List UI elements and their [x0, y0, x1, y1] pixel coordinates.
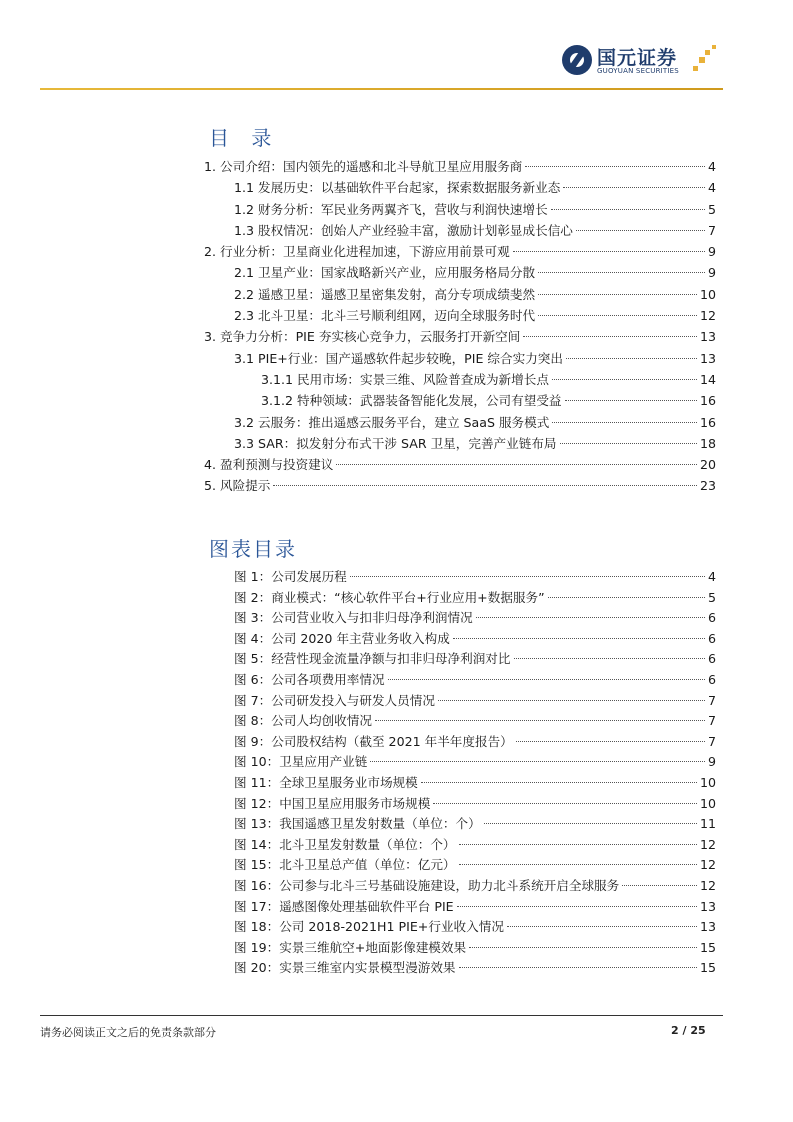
- figure-entry-label: 图 2：商业模式：“核心软件平台+行业应用+数据服务”: [234, 589, 545, 605]
- figure-entry-label: 图 15：北斗卫星总产值（单位：亿元）: [234, 857, 456, 873]
- figure-entry-page: 5: [707, 589, 716, 605]
- toc-entry-label: 1.2 财务分析：军民业务两翼齐飞，营收与利润快速增长: [234, 201, 548, 217]
- toc-entry[interactable]: [204, 326, 716, 347]
- figure-entry-label: 图 19：实景三维航空+地面影像建模效果: [234, 939, 467, 955]
- figure-entry[interactable]: [234, 773, 716, 794]
- figure-entry[interactable]: [234, 588, 716, 609]
- figure-list-title: 图表目录: [209, 537, 297, 561]
- toc-entry-page: 9: [707, 244, 716, 260]
- toc-entry[interactable]: [204, 433, 716, 454]
- figure-entry-label: 图 11：全球卫星服务业市场规模: [234, 774, 418, 790]
- dot-leader: [525, 166, 705, 167]
- dot-leader: [523, 336, 697, 337]
- toc-entry-page: 10: [699, 286, 716, 302]
- dot-leader: [538, 294, 697, 295]
- dot-leader: [457, 906, 697, 907]
- figure-entry-label: 图 8：公司人均创收情况: [234, 713, 372, 729]
- figure-entry[interactable]: [234, 876, 716, 897]
- dot-leader: [565, 400, 697, 401]
- dot-leader: [538, 315, 697, 316]
- figure-entry-label: 图 10：卫星应用产业链: [234, 754, 368, 770]
- logo-mark-icon: [562, 45, 592, 75]
- dot-leader: [560, 443, 697, 444]
- toc-entry-label: 1.1 发展历史：以基础软件平台起家，探索数据服务新业态: [234, 180, 561, 196]
- figure-entry-page: 13: [699, 919, 716, 935]
- toc-title: 目 录: [209, 126, 280, 150]
- figure-entry-page: 9: [707, 754, 716, 770]
- dot-leader: [576, 230, 705, 231]
- figure-entry[interactable]: [234, 855, 716, 876]
- toc-entry[interactable]: [204, 454, 716, 475]
- dot-leader: [538, 272, 705, 273]
- figure-entry-page: 6: [707, 610, 716, 626]
- figure-entry-page: 10: [699, 774, 716, 790]
- toc-entry-page: 7: [707, 222, 716, 238]
- dot-leader: [273, 485, 697, 486]
- figure-entry[interactable]: [234, 794, 716, 815]
- toc-entry-label: 3.3 SAR：拟发射分布式干涉 SAR 卫星，完善产业链布局: [234, 435, 557, 451]
- figure-entry-page: 12: [699, 836, 716, 852]
- figure-entry[interactable]: [234, 835, 716, 856]
- figure-entry[interactable]: [234, 608, 716, 629]
- figure-entry-page: 7: [707, 692, 716, 708]
- figure-entry-page: 13: [699, 898, 716, 914]
- dot-leader: [484, 823, 697, 824]
- figure-entry-page: 12: [699, 877, 716, 893]
- toc-entry-page: 18: [699, 435, 716, 451]
- figure-entry-label: 图 1：公司发展历程: [234, 569, 347, 584]
- figure-entry-page: 6: [707, 671, 716, 687]
- figure-entry[interactable]: [234, 567, 716, 588]
- footer-divider: [40, 1015, 723, 1016]
- toc-entry[interactable]: [204, 262, 716, 283]
- toc-entry-label: 2.1 卫星产业：国家战略新兴产业，应用服务格局分散: [234, 265, 536, 281]
- dot-leader: [476, 617, 705, 618]
- logo-square-icon: [693, 66, 698, 71]
- toc-entry-page: 4: [707, 180, 716, 196]
- dot-leader: [433, 803, 697, 804]
- toc-entry-page: 12: [699, 308, 716, 324]
- dot-leader: [507, 926, 697, 927]
- toc-entry-label: 3.1 PIE+行业：国产遥感软件起步较晚，PIE 综合实力突出: [234, 350, 563, 366]
- dot-leader: [469, 947, 697, 948]
- dot-leader: [388, 679, 705, 680]
- toc-entry-label: 3. 竞争力分析：PIE 夯实核心竞争力，云服务打开新空间: [204, 329, 521, 345]
- figure-entry-label: 图 20：实景三维室内实景模型漫游效果: [234, 960, 456, 976]
- toc-entry-page: 5: [707, 201, 716, 217]
- figure-entry[interactable]: [234, 938, 716, 959]
- figure-entry-label: 图 16：公司参与北斗三号基础设施建设，助力北斗系统开启全球服务: [234, 877, 620, 893]
- figure-entry[interactable]: [234, 629, 716, 650]
- figure-entry[interactable]: [234, 752, 716, 773]
- footer-disclaimer: 请务必阅读正文之后的免责条款部分: [40, 1026, 216, 1039]
- figure-entry[interactable]: [234, 958, 716, 979]
- figure-entry-label: 图 6：公司各项费用率情况: [234, 671, 385, 687]
- figure-entry-page: 15: [699, 960, 716, 976]
- figure-entry-label: 图 5：经营性现金流量净额与扣非归母净利润对比: [234, 651, 511, 667]
- toc-entry-page: 23: [699, 478, 716, 494]
- dot-leader: [375, 720, 705, 721]
- toc-entry[interactable]: [204, 390, 716, 411]
- figure-entry-page: 6: [707, 651, 716, 667]
- toc-entry[interactable]: [204, 284, 716, 305]
- dot-leader: [438, 700, 705, 701]
- toc-entry-page: 4: [707, 159, 716, 174]
- dot-leader: [421, 782, 697, 783]
- toc-entry-label: 3.2 云服务：推出遥感云服务平台，建立 SaaS 服务模式: [234, 414, 550, 430]
- figure-entry-page: 7: [707, 733, 716, 749]
- dot-leader: [513, 251, 705, 252]
- dot-leader: [459, 967, 697, 968]
- figure-entry-label: 图 7：公司研发投入与研发人员情况: [234, 692, 435, 708]
- figure-entry[interactable]: [234, 691, 716, 712]
- figure-entry-label: 图 3：公司营业收入与扣非归母净利润情况: [234, 610, 473, 626]
- toc-entry-page: 9: [707, 265, 716, 281]
- toc-entry-label: 5. 风险提示: [204, 478, 271, 494]
- dot-leader: [552, 422, 697, 423]
- toc-entry[interactable]: [204, 177, 716, 198]
- figure-entry-page: 11: [699, 816, 716, 832]
- figure-entry-label: 图 9：公司股权结构（截至 2021 年半年度报告）: [234, 733, 513, 749]
- dot-leader: [459, 864, 697, 865]
- toc-entry[interactable]: [204, 369, 716, 390]
- toc-entry-label: 3.1.1 民用市场：实景三维、风险普查成为新增长点: [261, 371, 549, 387]
- figure-entry-page: 12: [699, 857, 716, 873]
- toc-entry-page: 16: [699, 393, 716, 409]
- toc-entry-page: 20: [699, 457, 716, 473]
- toc-entry[interactable]: [204, 412, 716, 433]
- toc-entry[interactable]: [204, 475, 716, 496]
- dot-leader: [453, 638, 705, 639]
- figure-entry-page: 10: [699, 795, 716, 811]
- figure-entry-label: 图 18：公司 2018-2021H1 PIE+行业收入情况: [234, 919, 504, 935]
- toc-entry[interactable]: [204, 220, 716, 241]
- toc-list: [204, 156, 716, 497]
- logo-square-icon: [712, 45, 716, 49]
- toc-entry[interactable]: [204, 199, 716, 220]
- figure-entry[interactable]: [234, 670, 716, 691]
- dot-leader: [514, 658, 705, 659]
- toc-entry[interactable]: [204, 241, 716, 262]
- figure-entry[interactable]: [234, 917, 716, 938]
- figure-entry-page: 7: [707, 713, 716, 729]
- dot-leader: [622, 885, 697, 886]
- toc-entry-label: 1. 公司介绍：国内领先的遥感和北斗导航卫星应用服务商: [204, 159, 523, 174]
- toc-entry-label: 1.3 股权情况：创始人产业经验丰富，激励计划彰显成长信心: [234, 222, 573, 238]
- dot-leader: [336, 464, 697, 465]
- toc-entry-label: 2.3 北斗卫星：北斗三号顺利组网，迈向全球服务时代: [234, 308, 536, 324]
- company-logo: [562, 44, 722, 78]
- figure-entry[interactable]: [234, 649, 716, 670]
- logo-en-text: GUOYUAN SECURITIES: [597, 67, 679, 75]
- toc-entry-label: 2.2 遥感卫星：遥感卫星密集发射，高分专项成绩斐然: [234, 286, 536, 302]
- figure-entry[interactable]: [234, 711, 716, 732]
- figure-entry-label: 图 4：公司 2020 年主营业务收入构成: [234, 630, 450, 646]
- logo-square-icon: [705, 50, 710, 55]
- toc-entry-label: 4. 盈利预测与投资建议: [204, 457, 334, 473]
- page-number: 2 / 25: [671, 1024, 706, 1037]
- dot-leader: [563, 187, 705, 188]
- logo-cn-text: 国元证券: [597, 47, 678, 69]
- toc-entry-page: 16: [699, 414, 716, 430]
- dot-leader: [370, 761, 705, 762]
- dot-leader: [548, 597, 705, 598]
- figure-entry[interactable]: [234, 732, 716, 753]
- dot-leader: [566, 358, 697, 359]
- figure-entry-label: 图 17：遥感图像处理基础软件平台 PIE: [234, 898, 454, 914]
- dot-leader: [459, 844, 697, 845]
- figure-entry-label: 图 13：我国遥感卫星发射数量（单位：个）: [234, 816, 481, 832]
- logo-square-icon: [699, 57, 705, 63]
- figure-entry-label: 图 14：北斗卫星发射数量（单位：个）: [234, 836, 456, 852]
- figure-list: [234, 567, 716, 979]
- dot-leader: [516, 741, 705, 742]
- figure-entry-page: 6: [707, 630, 716, 646]
- toc-entry-page: 14: [699, 371, 716, 387]
- toc-entry[interactable]: [204, 348, 716, 369]
- figure-entry-page: 15: [699, 939, 716, 955]
- toc-entry[interactable]: [204, 305, 716, 326]
- figure-entry[interactable]: [234, 897, 716, 918]
- dot-leader: [551, 209, 705, 210]
- figure-entry[interactable]: [234, 814, 716, 835]
- dot-leader: [552, 379, 697, 380]
- figure-entry-label: 图 12：中国卫星应用服务市场规模: [234, 795, 431, 811]
- figure-entry-page: 4: [707, 569, 716, 584]
- dot-leader: [350, 576, 705, 577]
- toc-entry[interactable]: [204, 156, 716, 177]
- header-divider: [40, 88, 723, 90]
- toc-entry-page: 13: [699, 350, 716, 366]
- toc-entry-label: 3.1.2 特种领域：武器装备智能化发展，公司有望受益: [261, 393, 562, 409]
- toc-entry-page: 13: [699, 329, 716, 345]
- toc-entry-label: 2. 行业分析：卫星商业化进程加速，下游应用前景可观: [204, 244, 510, 260]
